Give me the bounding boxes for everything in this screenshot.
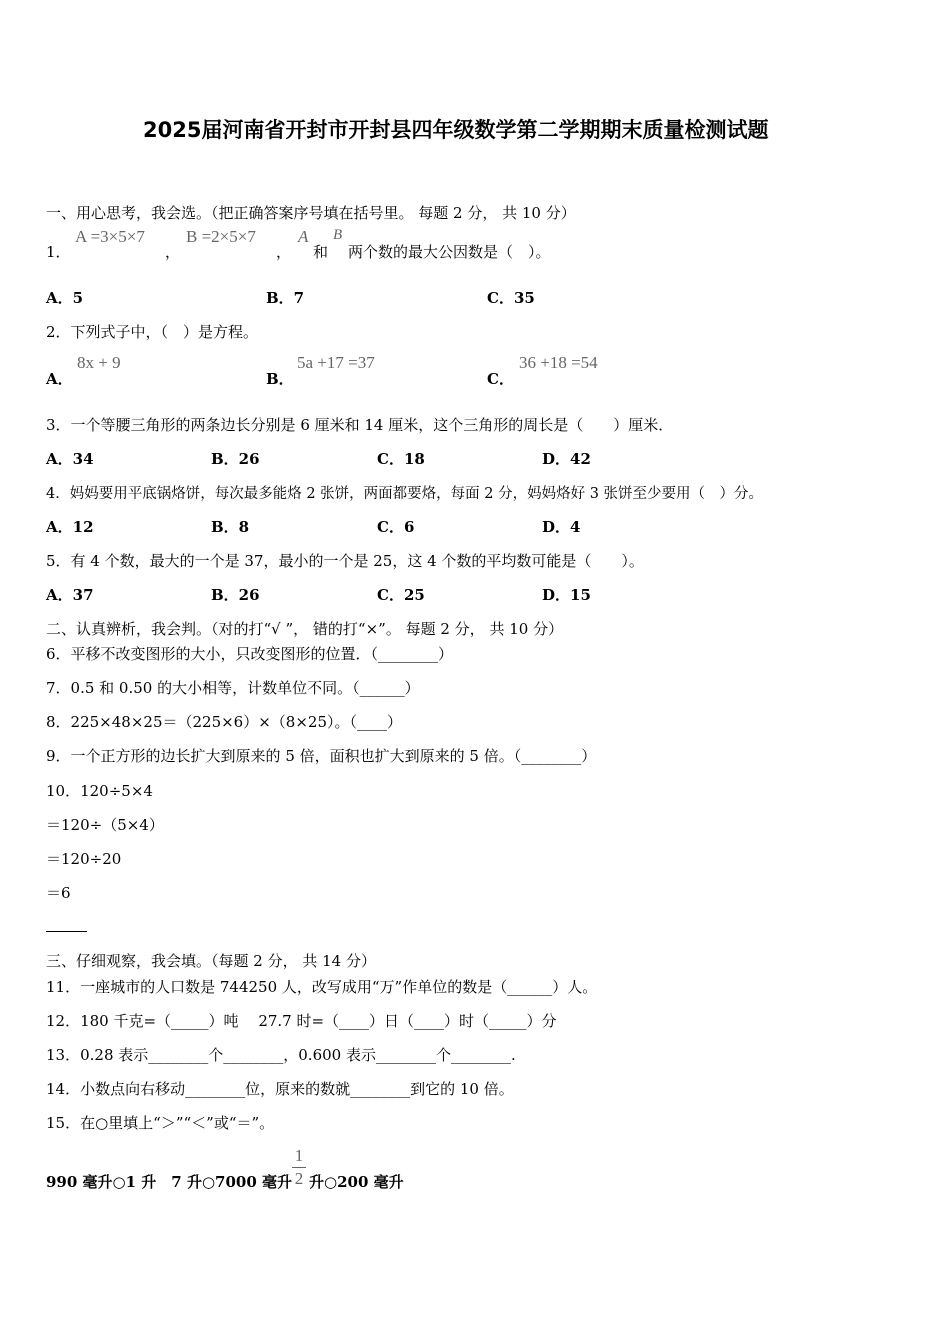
q11-text: 11．一座城市的人口数是 744250 人，改写成用“万”作单位的数是（______）人。 [46,978,598,996]
q3-option-d: D．42 [542,450,591,468]
q1-option-c: C．35 [487,289,535,307]
q10-line-4: ＝6 [46,884,71,902]
q10-line-3: ＝120÷20 [46,850,122,868]
q8-text: 8．225×48×25＝（225×6）×（8×25）。（____） [46,713,402,731]
q1-option-b: B．7 [266,289,305,307]
q2-text: 2．下列式子中，（ ）是方程。 [46,323,259,341]
q6-text: 6．平移不改变图形的大小，只改变图形的位置．（________） [46,645,454,663]
q3-text: 3．一个等腰三角形的两条边长分别是 6 厘米和 14 厘米，这个三角形的周长是（ ）厘米． [46,416,674,434]
q3-option-c: C．18 [377,450,425,468]
q9-text: 9．一个正方形的边长扩大到原来的 5 倍，面积也扩大到原来的 5 倍。（________） [46,747,597,765]
q1-sep-2: ， [276,243,292,261]
q5-text: 5．有 4 个数，最大的一个是 37，最小的一个是 25，这 4 个数的平均数可能是（ ）。 [46,552,644,570]
q1-var-b: B [333,227,343,243]
q5-option-b: B．26 [211,586,260,604]
q2-option-b-label: B． [266,370,294,388]
q1-expr-a: A =3×5×7 [75,227,145,246]
section-1-heading: 一、用心思考，我会选。（把正确答案序号填在括号里。 每题 2 分， 共 10 分） [46,204,576,222]
q3-option-a: A．34 [46,450,94,468]
q1-sep-1: ， [165,243,181,261]
q5-option-d: D．15 [542,586,591,604]
q1-text: 两个数的最大公因数是（ ）。 [348,243,551,261]
q5-option-c: C．25 [377,586,425,604]
q1-number: 1． [46,243,71,261]
q15-fraction-numerator: 1 [294,1146,304,1165]
q4-text: 4．妈妈要用平底锅烙饼，每次最多能烙 2 张饼，两面都要烙，每面 2 分，妈妈烙好 3 张饼至少要用（ ）分。 [46,486,764,502]
q10-line-1: 10．120÷5×4 [46,782,153,800]
q14-text: 14．小数点向右移动________位，原来的数就________到它的 10 倍。 [46,1080,514,1098]
q4-option-a: A．12 [46,518,94,536]
q5-option-a: A．37 [46,586,94,604]
q1-option-a: A．5 [46,289,84,307]
section-3-heading: 三、仔细观察，我会填。（每题 2 分， 共 14 分） [46,952,376,970]
q4-option-b: B．8 [211,518,250,536]
q1-and: 和 [313,243,329,261]
q1-var-a: A [298,227,309,246]
section-2-heading: 二、认真辨析，我会判。（对的打“√ ”， 错的打“×”。 每题 2 分， 共 10 分） [46,620,564,638]
q13-text: 13．0.28 表示________个________，0.600 表示________个________. [46,1046,516,1064]
q2-option-c-expr: 36 +18 =54 [519,353,598,372]
q15-text: 15．在○里填上“＞”“＜”或“＝”。 [46,1114,275,1132]
q3-option-b: B．26 [211,450,260,468]
q1-expr-b: B =2×5×7 [186,227,256,246]
q15-fraction-bar [292,1167,306,1168]
q7-text: 7．0.5 和 0.50 的大小相等，计数单位不同。（______） [46,679,420,697]
q15-comparison-part-1: 990 毫升○1 升 7 升○7000 毫升 [46,1173,292,1191]
q15-fraction-denominator: 2 [294,1169,304,1188]
q2-option-c-label: C． [487,370,514,388]
q2-option-b-expr: 5a +17 =37 [297,353,375,372]
q2-option-a-expr: 8x + 9 [77,353,121,372]
q2-option-a-label: A． [46,370,73,388]
q10-line-2: ＝120÷（5×4） [46,816,164,834]
q10-answer-blank [46,931,87,932]
q4-option-d: D．4 [542,518,581,536]
q15-comparison-part-2: 升○200 毫升 [309,1173,404,1191]
page-title: 2025届河南省开封市开封县四年级数学第二学期期末质量检测试题 [143,118,769,142]
q4-option-c: C．6 [377,518,415,536]
q12-text: 12．180 千克=（_____）吨 27.7 时=（____）日（____）时（_____）分 [46,1012,557,1030]
